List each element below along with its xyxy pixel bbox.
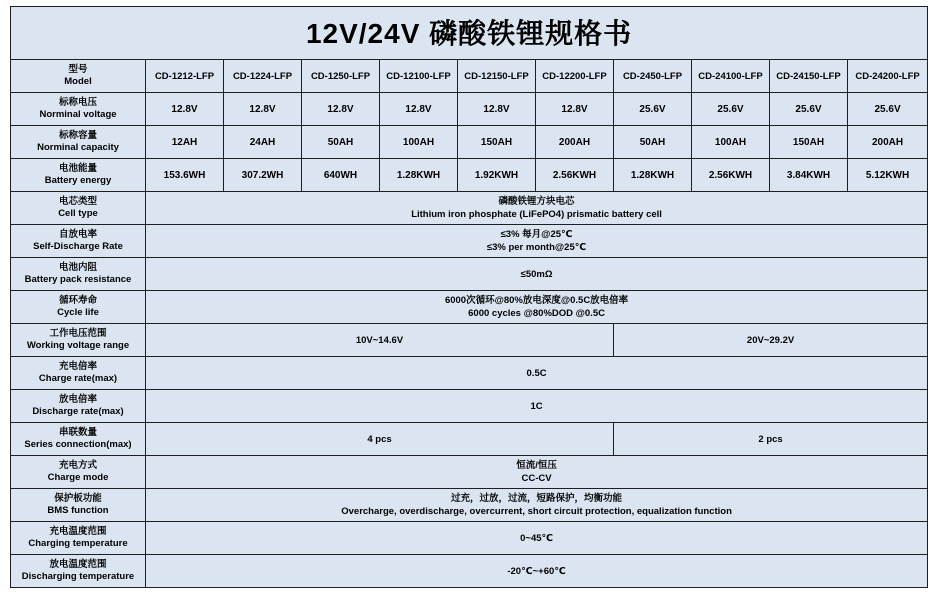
- value-cell: 153.6WH: [146, 159, 224, 192]
- series-connection-12v: 4 pcs: [146, 423, 614, 456]
- working-voltage-24v: 20V~29.2V: [614, 324, 928, 357]
- resistance-value: ≤50mΩ: [146, 258, 928, 291]
- sheet-title: 12V/24V 磷酸铁锂规格书: [11, 7, 928, 60]
- label-en: Battery pack resistance: [24, 274, 132, 285]
- discharge-rate-value: 1C: [146, 390, 928, 423]
- cycle-life-value: [146, 291, 928, 324]
- row-bms-function: [11, 489, 928, 522]
- label-resistance: [11, 258, 146, 291]
- label-charging-temperature: [11, 522, 146, 555]
- label-bms-function: [11, 489, 146, 522]
- label-cn: 充电倍率: [58, 361, 97, 372]
- series-connection-24v: 2 pcs: [614, 423, 928, 456]
- spec-sheet: [10, 6, 927, 590]
- row-series-connection: [11, 423, 928, 456]
- charge-rate-value: 0.5C: [146, 357, 928, 390]
- value-en: ≤3% per month@25℃: [486, 242, 587, 253]
- value-en: CC-CV: [521, 473, 552, 484]
- value-cell: 50AH: [614, 126, 692, 159]
- label-discharging-temperature: [11, 555, 146, 588]
- value-cell: 25.6V: [848, 93, 928, 126]
- value-en: 6000 cycles @80%DOD @0.5C: [468, 308, 605, 319]
- label-en: BMS function: [47, 505, 109, 516]
- label-en: Discharge rate(max): [32, 406, 124, 417]
- model-cell: CD-1250-LFP: [302, 60, 380, 93]
- label-en: Series connection(max): [24, 439, 132, 450]
- value-cell: 150AH: [770, 126, 848, 159]
- model-cell: CD-12150-LFP: [458, 60, 536, 93]
- label-self-discharge: [11, 225, 146, 258]
- label-series-connection: [11, 423, 146, 456]
- value-cell: 640WH: [302, 159, 380, 192]
- label-cn: 自放电率: [58, 229, 97, 240]
- label-cn: 放电倍率: [58, 394, 97, 405]
- row-model: [11, 60, 928, 93]
- label-cn: 充电温度范围: [49, 526, 107, 537]
- value-cell: 2.56KWH: [536, 159, 614, 192]
- row-nominal-capacity: [11, 126, 928, 159]
- label-en: Norminal capacity: [37, 142, 119, 153]
- row-cycle-life: [11, 291, 928, 324]
- label-en: Charging temperature: [28, 538, 128, 549]
- row-discharging-temperature: [11, 555, 928, 588]
- label-cn: 电池能量: [58, 163, 97, 174]
- model-cell: CD-1212-LFP: [146, 60, 224, 93]
- value-cell: 12.8V: [536, 93, 614, 126]
- value-cn: 磷酸铁锂方块电芯: [498, 196, 575, 207]
- value-cn: 6000次循环@80%放电深度@0.5C放电倍率: [444, 295, 629, 306]
- value-cell: 5.12KWH: [848, 159, 928, 192]
- model-cell: CD-12100-LFP: [380, 60, 458, 93]
- value-cell: 100AH: [692, 126, 770, 159]
- label-cn: 型号: [68, 64, 88, 75]
- label-en: Battery energy: [44, 175, 112, 186]
- model-cell: CD-24100-LFP: [692, 60, 770, 93]
- value-cell: 1.28KWH: [380, 159, 458, 192]
- value-cell: 3.84KWH: [770, 159, 848, 192]
- value-cell: 12AH: [146, 126, 224, 159]
- row-charge-mode: [11, 456, 928, 489]
- value-en: Lithium iron phosphate (LiFePO4) prismatic battery cell: [411, 209, 662, 220]
- label-en: Self-Discharge Rate: [33, 241, 123, 252]
- label-cn: 串联数量: [58, 427, 97, 438]
- value-cell: 24AH: [224, 126, 302, 159]
- value-cell: 1.28KWH: [614, 159, 692, 192]
- model-cell: CD-12200-LFP: [536, 60, 614, 93]
- label-cycle-life: [11, 291, 146, 324]
- label-en: Working voltage range: [26, 340, 130, 351]
- label-cn: 标称容量: [58, 130, 97, 141]
- value-cell: 12.8V: [458, 93, 536, 126]
- label-en: Charge rate(max): [38, 373, 118, 384]
- value-cell: 25.6V: [692, 93, 770, 126]
- label-cn: 标称电压: [58, 97, 97, 108]
- label-battery-energy: [11, 159, 146, 192]
- label-cn: 保护板功能: [54, 493, 102, 504]
- value-cell: 100AH: [380, 126, 458, 159]
- label-cell-type: [11, 192, 146, 225]
- row-battery-energy: [11, 159, 928, 192]
- label-cn: 工作电压范围: [49, 328, 107, 339]
- row-charge-rate: [11, 357, 928, 390]
- label-en: Discharging temperature: [21, 571, 135, 582]
- spec-table: [10, 6, 928, 588]
- value-cell: 50AH: [302, 126, 380, 159]
- label-charge-mode: [11, 456, 146, 489]
- value-cell: 12.8V: [302, 93, 380, 126]
- row-cell-type: [11, 192, 928, 225]
- label-cn: 放电温度范围: [49, 559, 107, 570]
- label-en: Model: [64, 76, 92, 87]
- discharging-temperature-value: -20℃~+60℃: [146, 555, 928, 588]
- model-cell: CD-1224-LFP: [224, 60, 302, 93]
- value-cn: ≤3% 每月@25℃: [500, 229, 573, 240]
- value-en: Overcharge, overdischarge, overcurrent, short circuit protection, equalization function: [341, 506, 732, 517]
- label-cn: 电池内阻: [58, 262, 97, 273]
- charging-temperature-value: 0~45℃: [146, 522, 928, 555]
- label-charge-rate: [11, 357, 146, 390]
- label-nominal-voltage: [11, 93, 146, 126]
- label-en: Norminal voltage: [39, 109, 117, 120]
- row-working-voltage: [11, 324, 928, 357]
- value-cell: 200AH: [536, 126, 614, 159]
- value-cell: 12.8V: [224, 93, 302, 126]
- label-cn: 电芯类型: [58, 196, 97, 207]
- label-working-voltage: [11, 324, 146, 357]
- value-cell: 200AH: [848, 126, 928, 159]
- label-model: [11, 60, 146, 93]
- value-cell: 25.6V: [614, 93, 692, 126]
- model-cell: CD-2450-LFP: [614, 60, 692, 93]
- label-discharge-rate: [11, 390, 146, 423]
- value-cell: 25.6V: [770, 93, 848, 126]
- label-en: Cycle life: [57, 307, 99, 318]
- value-cell: 12.8V: [146, 93, 224, 126]
- label-nominal-capacity: [11, 126, 146, 159]
- label-cn: 循环寿命: [58, 295, 97, 306]
- model-cell: CD-24200-LFP: [848, 60, 928, 93]
- label-en: Cell type: [58, 208, 98, 219]
- model-cell: CD-24150-LFP: [770, 60, 848, 93]
- row-self-discharge: [11, 225, 928, 258]
- value-cell: 307.2WH: [224, 159, 302, 192]
- value-cn: 过充，过放，过流，短路保护，均衡功能: [451, 493, 623, 504]
- bms-function-value: [146, 489, 928, 522]
- charge-mode-value: [146, 456, 928, 489]
- value-cn: 恒流/恒压: [516, 460, 557, 471]
- row-nominal-voltage: [11, 93, 928, 126]
- value-cell: 12.8V: [380, 93, 458, 126]
- cell-type-value: [146, 192, 928, 225]
- label-cn: 充电方式: [58, 460, 97, 471]
- value-cell: 1.92KWH: [458, 159, 536, 192]
- value-cell: 150AH: [458, 126, 536, 159]
- self-discharge-value: [146, 225, 928, 258]
- label-en: Charge mode: [47, 472, 109, 483]
- row-resistance: [11, 258, 928, 291]
- row-discharge-rate: [11, 390, 928, 423]
- working-voltage-12v: 10V~14.6V: [146, 324, 614, 357]
- value-cell: 2.56KWH: [692, 159, 770, 192]
- row-charging-temperature: [11, 522, 928, 555]
